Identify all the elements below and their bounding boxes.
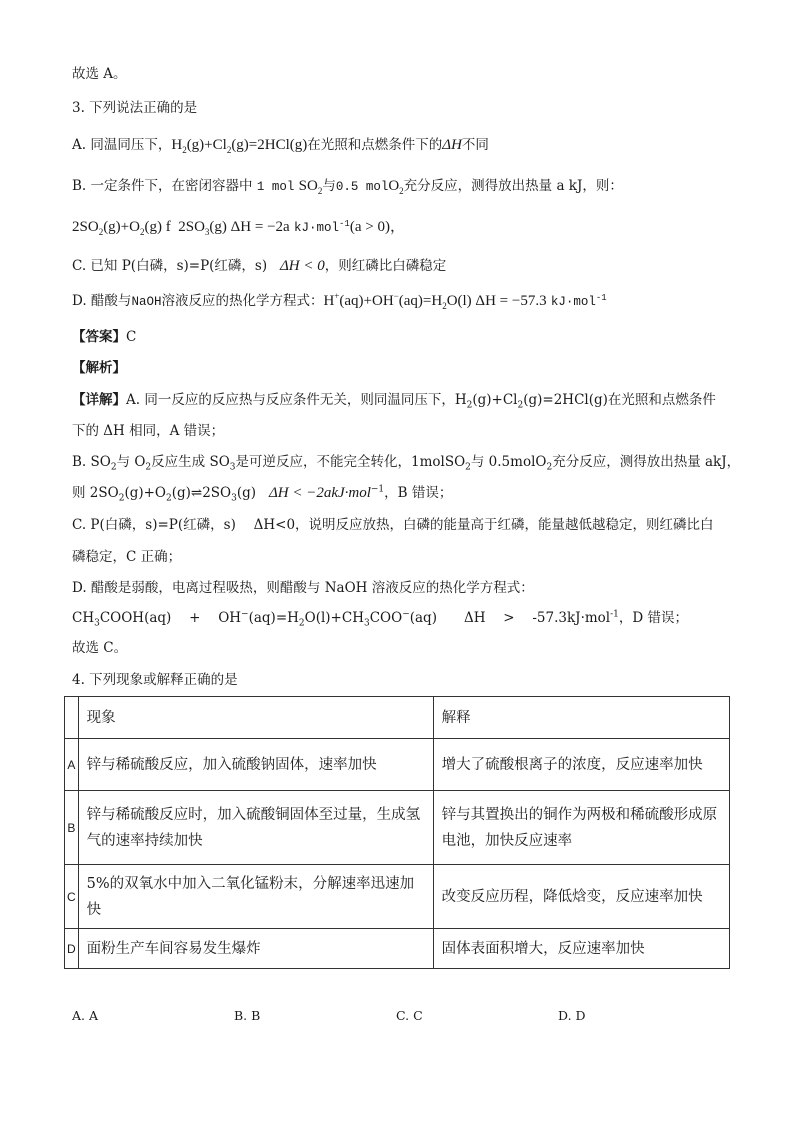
row-explanation: 固体表面积增大，反应速率加快 (433, 929, 729, 969)
detail-c-line1: C. P(白磷，s)=P(红磷，s) ΔH<0，说明反应放热，白磷的能量高于红磷，能量越低越稳定，则红磷比白 (72, 517, 714, 533)
q4-option-c: C. C (396, 1008, 423, 1023)
q3-option-a: A. 同温同压下，$H_2(g)+Cl_2(g)=2HCl(g)$在光照和点燃条件下的ΔH不同 (72, 137, 489, 155)
row-label: A (65, 739, 79, 791)
row-phenomenon: 面粉生产车间容易发生爆炸 (78, 929, 433, 969)
q3-conclusion: 故选 C。 (72, 640, 128, 656)
table-row (65, 929, 730, 969)
table-header-row (65, 697, 730, 739)
row-explanation: 增大了硫酸根离子的浓度，反应速率加快 (433, 739, 729, 791)
answer-label: 【答案】 (72, 329, 126, 345)
previous-conclusion: 故选 A。 (72, 66, 127, 82)
table-row (65, 791, 730, 865)
analysis-label: 【解析】 (72, 360, 126, 376)
table-row (65, 739, 730, 791)
row-explanation: 改变反应历程，降低焓变，反应速率加快 (433, 865, 729, 929)
detail-b-line1: B. $SO_2$与 $O_2$反应生成 $SO_3$是可逆反应，不能完全转化，1molSO$_2$与 0.5molO$_2$充分反应，测得放出热量 akJ， (72, 454, 741, 473)
q3-answer: 【答案】C (72, 329, 137, 345)
detail-a-line2: 下的 ΔH 相同，A 错误； (72, 423, 225, 439)
row-explanation: 锌与其置换出的铜作为两极和稀硫酸形成原电池，加快反应速率 (433, 791, 729, 865)
row-label: D (65, 929, 79, 969)
detail-d-line2: $CH_3COOH(aq)$ + $OH^-(aq)=H_2O(l)+CH_3COO^-(aq)$ ΔH > -57.3kJ·mol$^{-1}$，D 错误； (72, 609, 689, 629)
q3-option-d: D. 醋酸与NaOH溶液反应的热化学方程式：$H^+(aq)+OH^-(aq)=H_2O(l) \Delta H = -57.3$ kJ·mol$^{-1}$ (72, 291, 607, 311)
q3-stem: 3. 下列说法正确的是 (72, 100, 198, 116)
q3-option-b-equation: $2SO_2(g)+O_2(g)$ f $2SO_3(g) \Delta H = -2a$ kJ·mol$^{-1}$(a > 0)， (72, 218, 405, 237)
table-row (65, 865, 730, 929)
q4-option-d: D. D (558, 1008, 586, 1023)
detail-a-line1: 【详解】A. 同一反应的反应热与反应条件无关，则同温同压下，$H_2(g)+Cl_2(g)=2HCl(g)$在光照和点燃条件 (72, 392, 716, 411)
q3-option-b-line1: B. 一定条件下，在密闭容器中 1 mol $SO_2$与0.5 molO$_2$充分反应，测得放出热量 a kJ，则： (72, 178, 623, 196)
header-phenomenon: 现象 (78, 697, 433, 739)
detail-c-line2: 磷稳定，C 正确； (72, 549, 182, 565)
row-label: C (65, 865, 79, 929)
row-phenomenon: 锌与稀硫酸反应时，加入硫酸铜固体至过量，生成氢气的速率持续加快 (78, 791, 433, 865)
q3-option-c: C. 已知 P(白磷，s)=P(红磷，s) ΔH < 0，则红磷比白磷稳定 (72, 258, 447, 274)
q4-table (64, 696, 730, 969)
q4-stem: 4. 下列现象或解释正确的是 (72, 672, 238, 688)
detail-d-line1: D. 醋酸是弱酸，电离过程吸热，则醋酸与 NaOH 溶液反应的热化学方程式： (72, 580, 534, 596)
header-explanation: 解释 (433, 697, 729, 739)
detail-b-line2: 则 $2SO_2(g)+O_2(g)\rightleftharpoons 2SO_3(g)$ ΔH < −2akJ·mol$^{-1}$，B 错误； (72, 484, 453, 504)
row-phenomenon: 5%的双氧水中加入二氧化锰粉末，分解速率迅速加快 (78, 865, 433, 929)
q4-option-a: A. A (72, 1008, 99, 1023)
row-label: B (65, 791, 79, 865)
q4-option-b: B. B (234, 1008, 261, 1023)
row-phenomenon: 锌与稀硫酸反应，加入硫酸钠固体，速率加快 (78, 739, 433, 791)
